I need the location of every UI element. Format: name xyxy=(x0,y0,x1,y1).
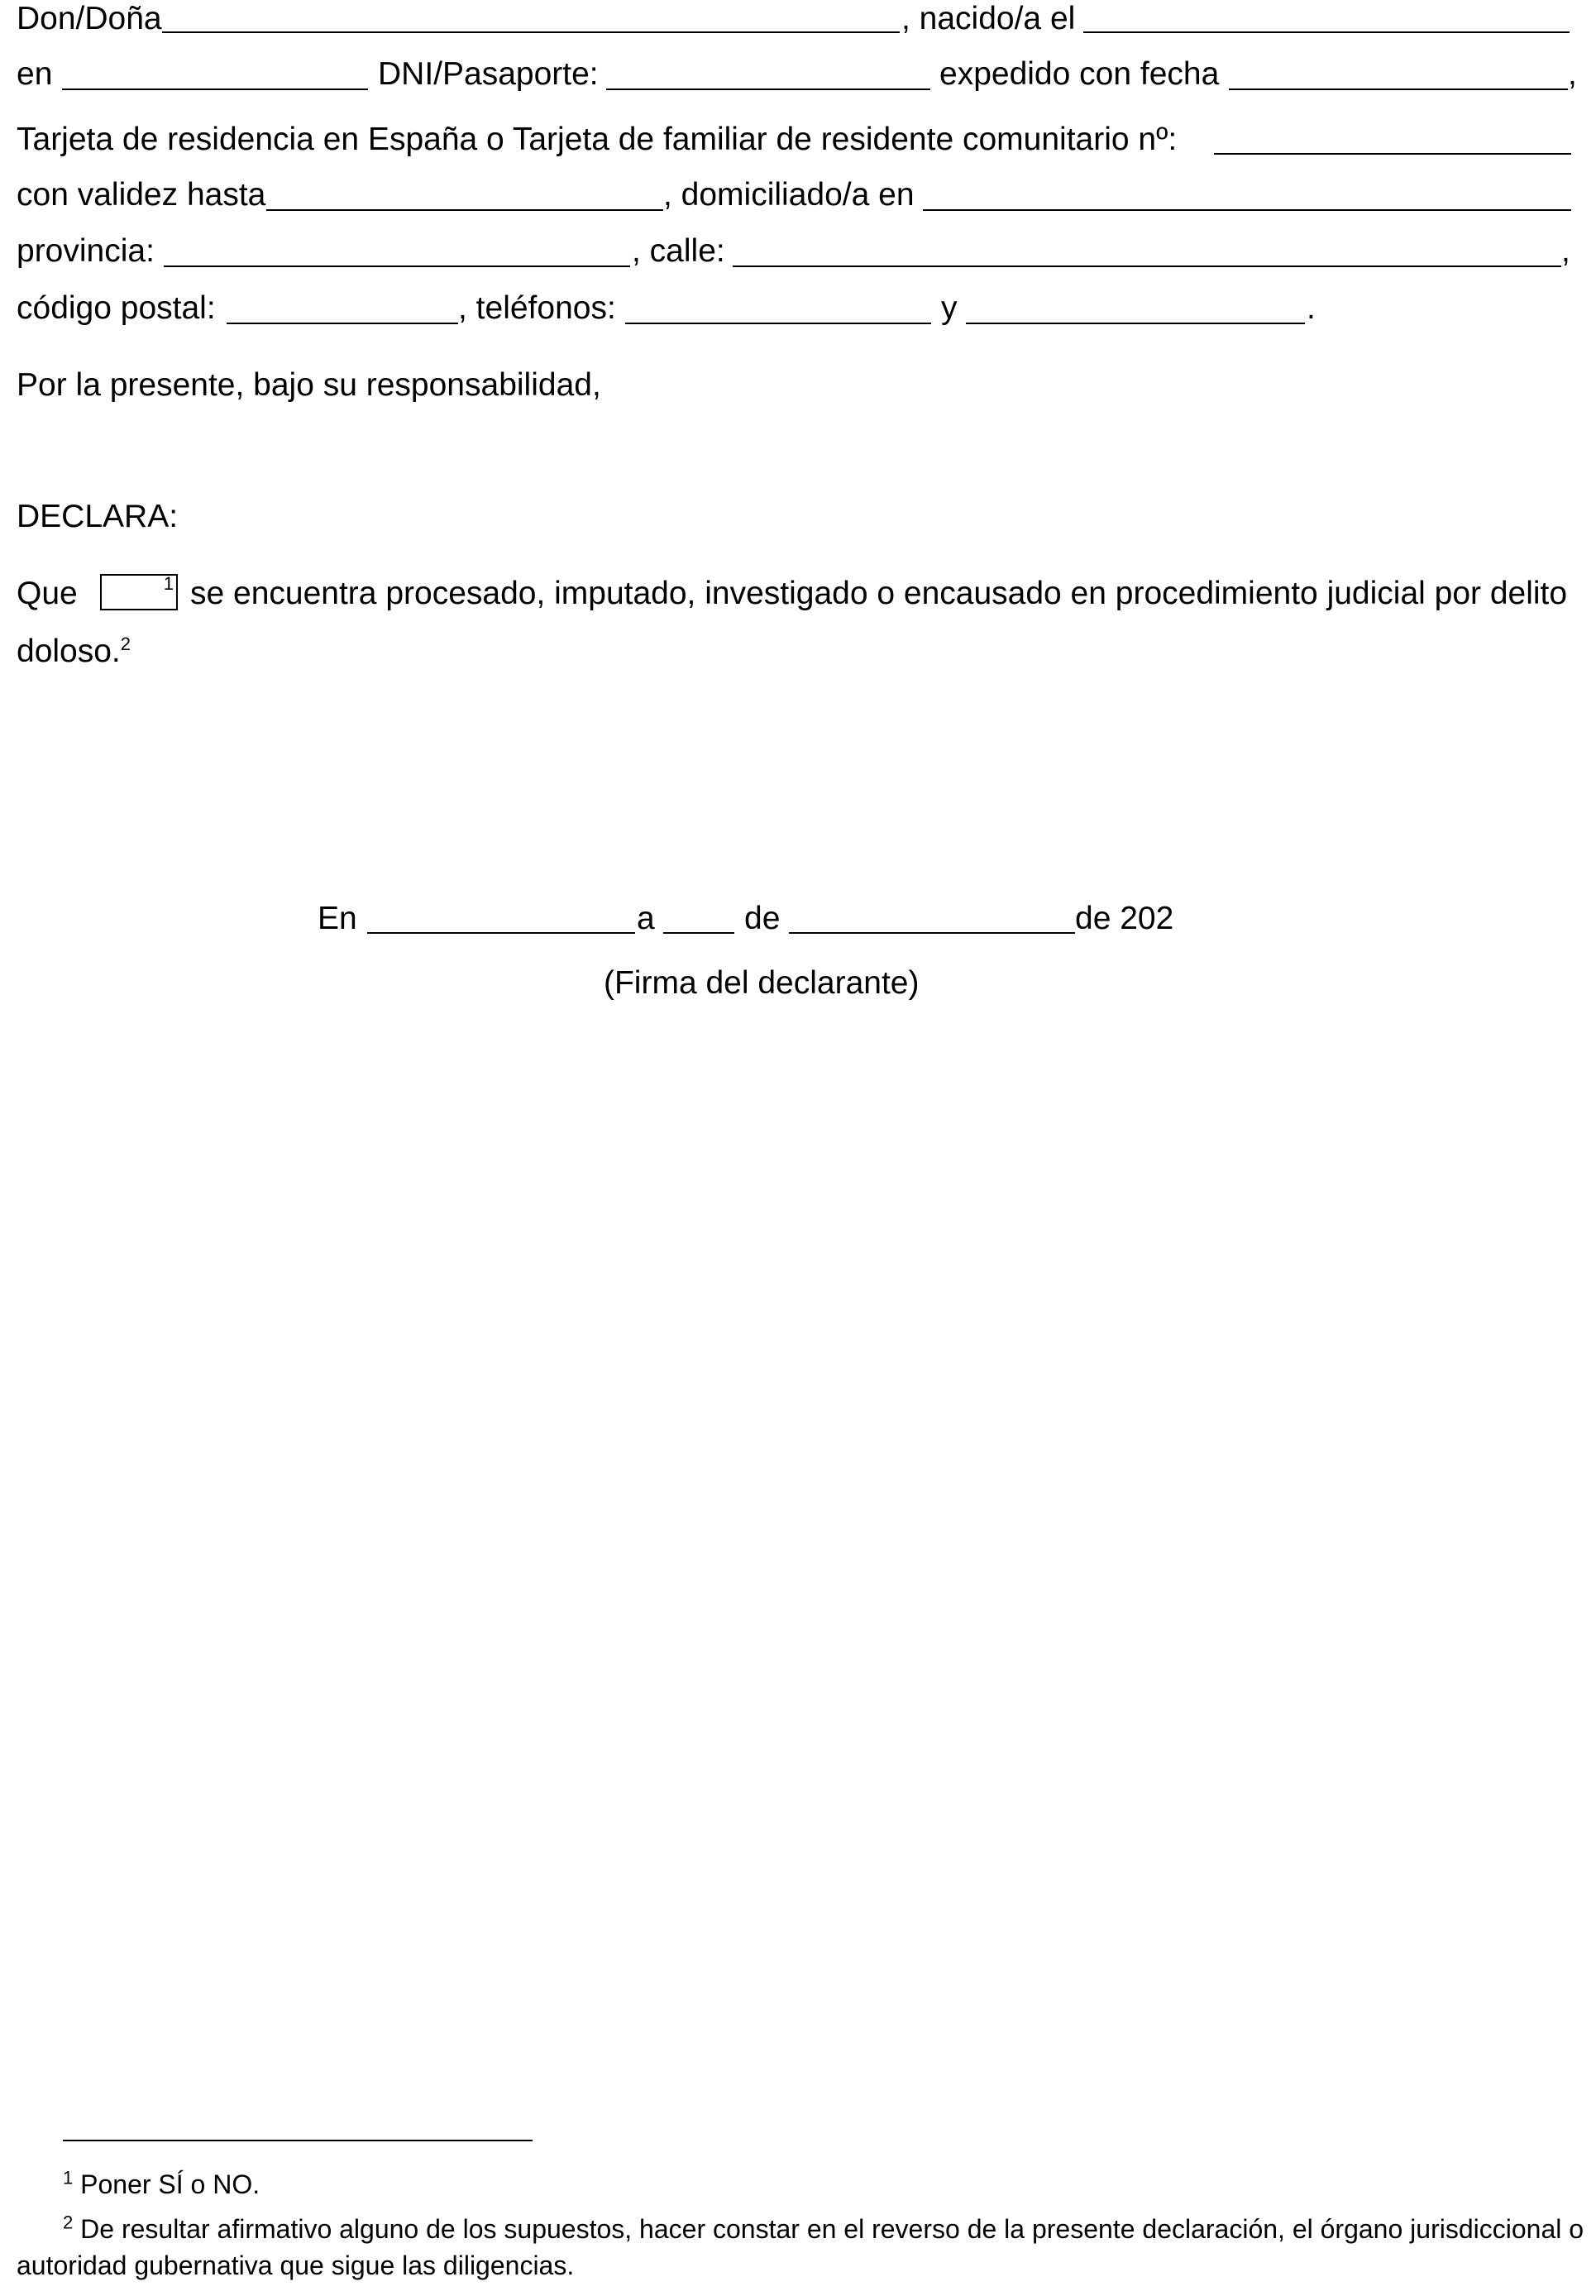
name-field[interactable] xyxy=(162,31,900,33)
label-provincia: provincia: xyxy=(17,233,155,269)
label-tarjeta-residencia: Tarjeta de residencia en España o Tarjeta de familiar de residente comunitario nº: xyxy=(17,122,1178,157)
label-en-birthplace: en xyxy=(17,56,53,92)
footnote-ref-1: 1 xyxy=(163,573,174,594)
label-que: Que xyxy=(17,576,78,611)
label-domiciliado: , domiciliado/a en xyxy=(663,177,915,213)
footnote-2-continuation: autoridad gubernativa que sigue las diligencias. xyxy=(17,2251,575,2280)
footnote-ref-2: 2 xyxy=(120,634,131,654)
phone-field-1[interactable] xyxy=(625,323,931,324)
domicile-field[interactable] xyxy=(923,209,1571,211)
footnote-1-text: Poner SÍ o NO. xyxy=(80,2169,260,2199)
period: . xyxy=(1307,290,1316,326)
footnote-separator xyxy=(63,2140,533,2141)
declaration-text: se encuentra procesado, imputado, investigado o encausado en procedimiento judicial por delito xyxy=(190,576,1568,611)
label-de-year: de 202 xyxy=(1075,901,1174,936)
label-dni-pasaporte: DNI/Pasaporte: xyxy=(378,56,599,92)
phone-field-2[interactable] xyxy=(966,323,1305,324)
label-en-place: En xyxy=(318,901,357,936)
label-calle: , calle: xyxy=(632,233,725,269)
sign-month-field[interactable] xyxy=(789,932,1075,934)
footnote-1 xyxy=(63,2168,260,2201)
label-codigo-postal: código postal: xyxy=(17,290,216,326)
label-y: y xyxy=(941,290,958,326)
footnote-2 xyxy=(63,2212,1584,2246)
label-nacido: , nacido/a el xyxy=(901,1,1076,36)
si-no-answer-box[interactable] xyxy=(100,574,178,610)
sign-place-field[interactable] xyxy=(367,932,635,934)
birth-date-field[interactable] xyxy=(1083,31,1570,33)
issue-date-field[interactable] xyxy=(1229,88,1568,90)
doloso-text: doloso. xyxy=(17,634,121,669)
label-telefonos: , teléfonos: xyxy=(458,290,616,326)
footnote-2-text: De resultar afirmativo alguno de los supuestos, hacer constar en el reverso de la presente declaración, el órgano jurisdiccional o xyxy=(80,2214,1584,2244)
footnote-2-num: 2 xyxy=(63,2212,74,2233)
label-don-dona: Don/Doña xyxy=(17,1,162,36)
street-field[interactable] xyxy=(733,265,1561,267)
comma: , xyxy=(1568,56,1577,92)
footnote-1-num: 1 xyxy=(63,2167,74,2188)
validity-field[interactable] xyxy=(266,209,663,211)
signature-caption: (Firma del declarante) xyxy=(604,965,920,1001)
birthplace-field[interactable] xyxy=(62,88,368,90)
postal-code-field[interactable] xyxy=(227,323,458,324)
residence-card-field[interactable] xyxy=(1214,153,1571,155)
label-de: de xyxy=(744,901,781,936)
province-field[interactable] xyxy=(164,265,630,267)
intro-text: Por la presente, bajo su responsabilidad, xyxy=(17,367,601,403)
declara-heading-text: DECLARA: xyxy=(17,499,179,534)
declaration-continuation xyxy=(17,633,131,671)
comma: , xyxy=(1561,233,1570,269)
label-validez: con validez hasta xyxy=(17,177,266,213)
sign-day-field[interactable] xyxy=(663,932,734,934)
dni-field[interactable] xyxy=(606,88,930,90)
label-a: a xyxy=(637,901,655,936)
label-expedido: expedido con fecha xyxy=(939,56,1220,92)
